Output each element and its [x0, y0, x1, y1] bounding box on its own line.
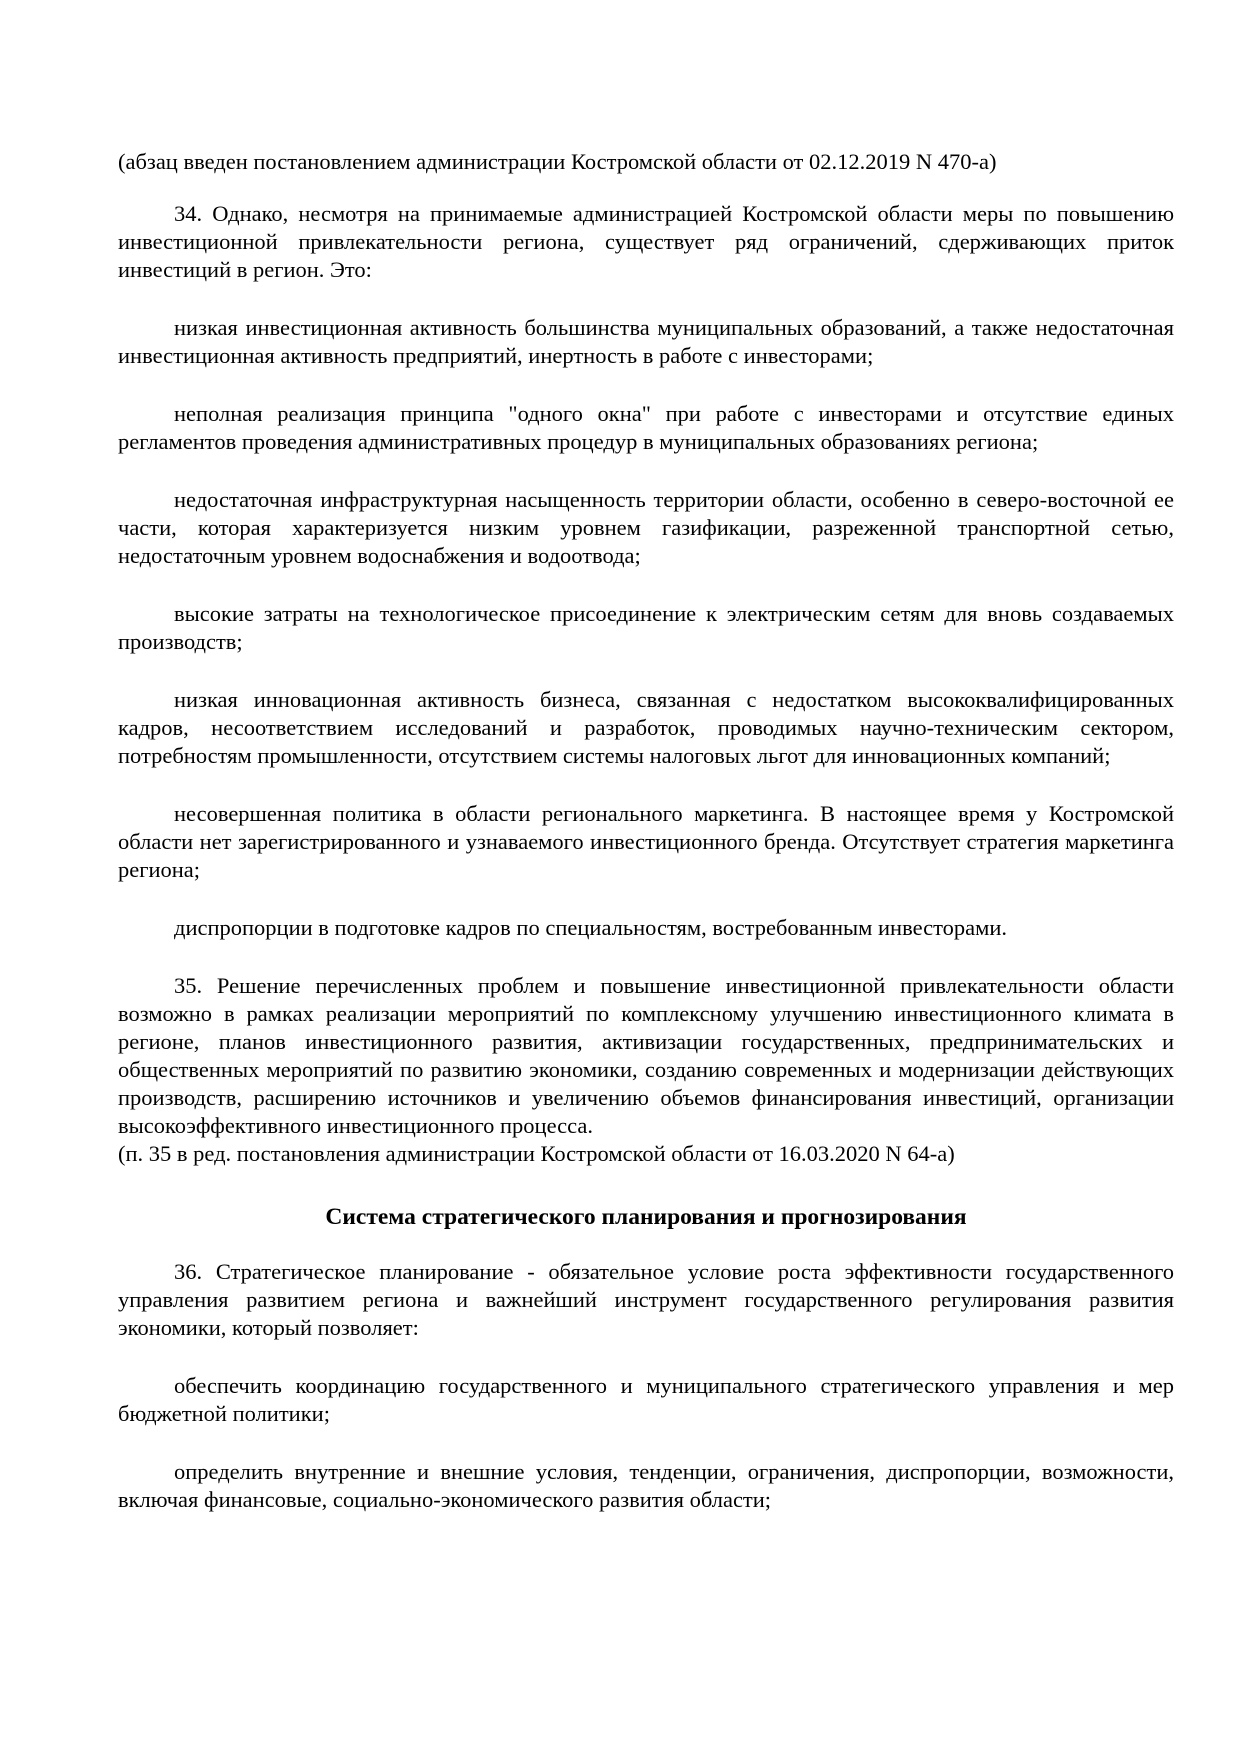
- amendment-note-p35: (п. 35 в ред. постановления администрации Костромской области от 16.03.2020 N 64-а): [118, 1141, 955, 1166]
- list-item-regional-marketing: несовершенная политика в области регионального маркетинга. В настоящее время у Костромской области нет зарегистрированного и узнаваемого инвестиционного бренда. Отсутствует стратегия маркетинга региона;: [118, 801, 1174, 882]
- list-item-infrastructure: недостаточная инфраструктурная насыщенность территории области, особенно в северо-восточной ее части, которая характеризуется низким уровнем газификации, разреженной транспортной сетью, недостаточным уровнем водоснабжения и водоотвода;: [118, 487, 1174, 568]
- list-item-low-investment-activity: низкая инвестиционная активность большинства муниципальных образований, а также недостаточная инвестиционная активность предприятий, инертность в работе с инвесторами;: [118, 315, 1174, 368]
- paragraph-34: 34. Однако, несмотря на принимаемые администрацией Костромской области меры по повышению инвестиционной привлекательности региона, существует ряд ограничений, сдерживающих приток инвестиций в регион. Это:: [118, 201, 1174, 282]
- section-heading: Система стратегического планирования и прогнозирования: [325, 1204, 967, 1230]
- list-item-coordination: обеспечить координацию государственного и муниципального стратегического управления и мер бюджетной политики;: [118, 1373, 1174, 1426]
- list-item-innovation-activity: низкая инновационная активность бизнеса, связанная с недостатком высококвалифицированных кадров, несоответствием исследований и разработок, проводимых научно-техническим сектором, потребностям промышленности, отсутствием системы налоговых льгот для инновационных компаний;: [118, 687, 1174, 768]
- list-item-grid-connection-costs: высокие затраты на технологическое присоединение к электрическим сетям для вновь создаваемых производств;: [118, 601, 1174, 654]
- amendment-note-paragraph: (абзац введен постановлением администрации Костромской области от 02.12.2019 N 470-а): [118, 149, 997, 174]
- list-item-conditions: определить внутренние и внешние условия, тенденции, ограничения, диспропорции, возможности, включая финансовые, социально-экономического развития области;: [118, 1459, 1174, 1512]
- list-item-staff-disproportions: диспропорции в подготовке кадров по специальностям, востребованным инвесторами.: [174, 915, 1008, 940]
- paragraph-35: 35. Решение перечисленных проблем и повышение инвестиционной привлекательности области возможно в рамках реализации мероприятий по комплексному улучшению инвестиционного климата в регионе, планов инвестиционного развития, активизации государственных, предпринимательских и общественных мероприятий по развитию экономики, созданию современных и модернизации действующих производств, расширению источников и увеличению объемов финансирования инвестиций, организации высокоэффективного инвестиционного процесса.: [118, 973, 1174, 1138]
- paragraph-36: 36. Стратегическое планирование - обязательное условие роста эффективности государственного управления развитием региона и важнейший инструмент государственного регулирования развития экономики, который позволяет:: [118, 1259, 1174, 1340]
- list-item-one-window: неполная реализация принципа "одного окна" при работе с инвесторами и отсутствие единых регламентов проведения административных процедур в муниципальных образованиях региона;: [118, 401, 1174, 454]
